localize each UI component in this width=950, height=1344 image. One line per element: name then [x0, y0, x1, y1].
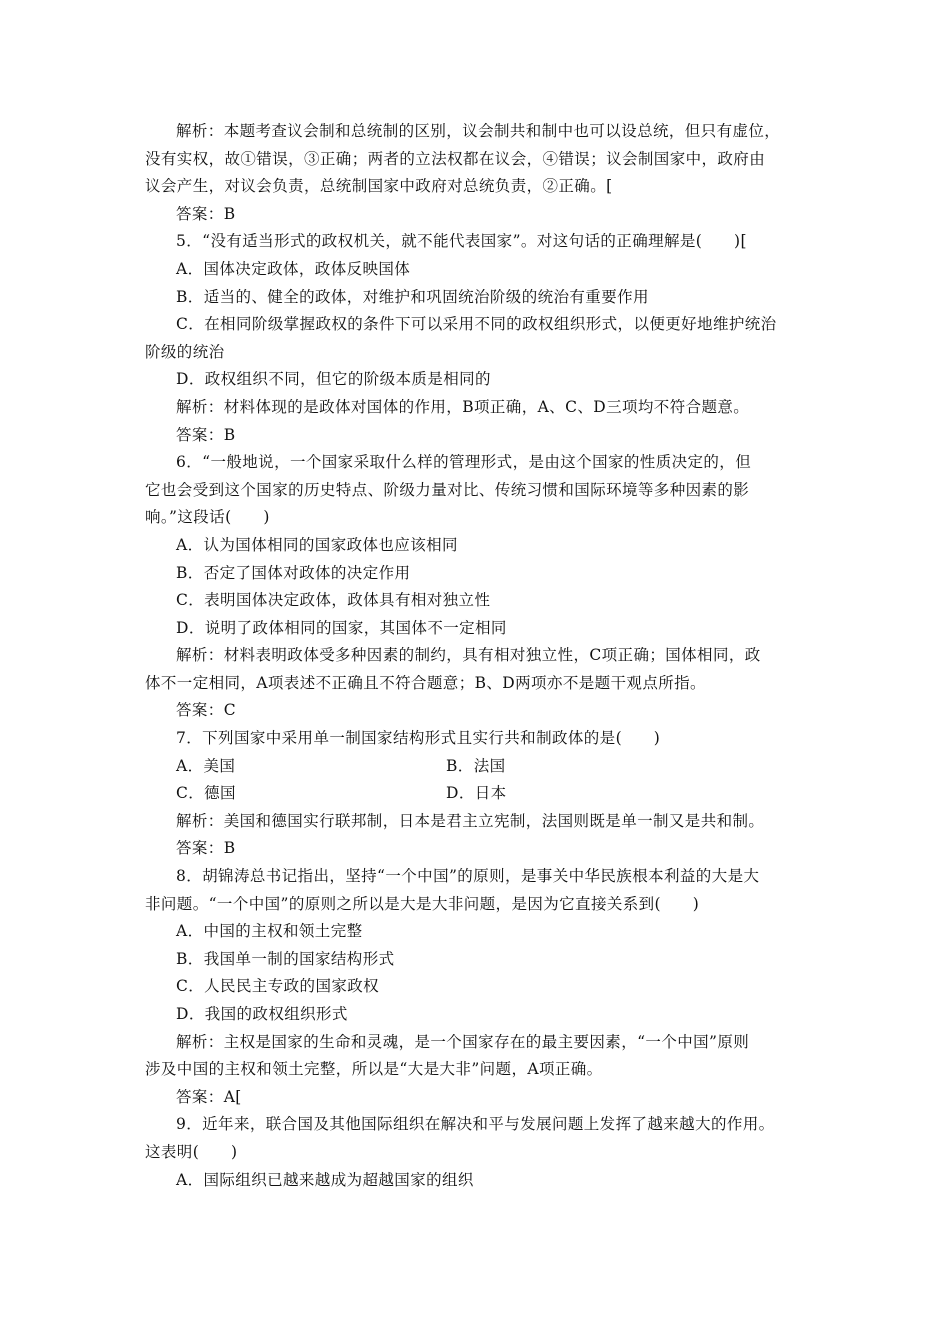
q7-option-a: A．美国 [176, 756, 236, 775]
q5-option-c-line-1: C．在相同阶级掌握政权的条件下可以采用不同的政权组织形式，以便更好地维护统治 [176, 315, 777, 334]
q8-option-a: A．中国的主权和领土完整 [176, 922, 363, 941]
q6-option-d: D．说明了政体相同的国家，其国体不一定相同 [176, 618, 507, 637]
analysis-4-line-1: 解析：本题考查议会制和总统制的区别，议会制共和制中也可以设总统，但只有虚位， [176, 122, 781, 140]
q6-option-c: C．表明国体决定政体，政体具有相对独立性 [176, 591, 491, 610]
analysis-8-line-1: 解析：主权是国家的生命和灵魂，是一个国家存在的最主要因素，“一个中国”原则 [176, 1032, 750, 1051]
q7-option-c: C．德国 [176, 784, 236, 803]
document-page [145, 118, 815, 1194]
question-8-line-1: 8．胡锦涛总书记指出，坚持“一个中国”的原则，是事关中华民族根本利益的大是大 [176, 867, 760, 886]
q9-option-a: A．国际组织已越来越成为超越国家的组织 [176, 1170, 474, 1189]
q5-option-c-line-2: 阶级的统治 [145, 342, 225, 361]
q6-option-b: B．否定了国体对政体的决定作用 [176, 563, 411, 582]
question-9-line-2: 这表明( ) [145, 1142, 238, 1161]
q7-options-row-1 [145, 753, 815, 781]
question-9-line-1: 9．近年来，联合国及其他国际组织在解决和平与发展问题上发挥了越来越大的作用。 [176, 1115, 775, 1134]
answer-5: 答案：B [176, 425, 236, 444]
answer-6: 答案：C [176, 701, 236, 720]
q8-option-c: C．人民民主专政的国家政权 [176, 977, 380, 996]
question-6-line-3: 响。”这段话( ) [145, 508, 270, 527]
q7-options-row-2 [145, 780, 815, 808]
q5-option-a: A．国体决定政体，政体反映国体 [176, 259, 411, 278]
analysis-6-line-2: 体不一定相同，A项表述不正确且不符合题意；B、D两项亦不是题干观点所指。 [145, 673, 706, 692]
answer-8: 答案：A[ [176, 1087, 242, 1106]
question-6-line-2: 它也会受到这个国家的历史特点、阶级力量对比、传统习惯和国际环境等多种因素的影 [145, 480, 750, 499]
question-8-line-2: 非问题。“一个中国”的原则之所以是大是大非问题，是因为它直接关系到( ) [145, 894, 700, 913]
answer-7: 答案：B [176, 839, 236, 858]
question-5: 5．“没有适当形式的政权机关，就不能代表国家”。对这句话的正确理解是( )[ [176, 232, 747, 251]
q6-option-a: A．认为国体相同的国家政体也应该相同 [176, 535, 458, 554]
q8-option-b: B．我国单一制的国家结构形式 [176, 949, 395, 968]
answer-4: 答案：B [176, 204, 236, 223]
analysis-5: 解析：材料体现的是政体对国体的作用，B项正确，A、C、D三项均不符合题意。 [176, 397, 750, 416]
analysis-8-line-2: 涉及中国的主权和领土完整，所以是“大是大非”问题，A项正确。 [145, 1060, 603, 1079]
analysis-6-line-1: 解析：材料表明政体受多种因素的制约，具有相对独立性，C项正确；国体相同，政 [176, 646, 761, 665]
question-7: 7．下列国家中采用单一制国家结构形式且实行共和制政体的是( ) [176, 729, 661, 748]
q5-option-b: B．适当的、健全的政体，对维护和巩固统治阶级的统治有重要作用 [176, 287, 649, 306]
q5-option-d: D．政权组织不同，但它的阶级本质是相同的 [176, 370, 491, 389]
question-6-line-1: 6．“一般地说，一个国家采取什么样的管理形式，是由这个国家的性质决定的，但 [176, 453, 752, 472]
analysis-7: 解析：美国和德国实行联邦制，日本是君主立宪制，法国则既是单一制又是共和制。 [176, 811, 765, 830]
q7-option-b: B．法国 [446, 756, 506, 775]
analysis-4-line-3: 议会产生，对议会负责，总统制国家中政府对总统负责，②正确。[ [145, 177, 613, 196]
q7-option-d: D．日本 [446, 784, 507, 803]
analysis-4-line-2: 没有实权，故①错误，③正确；两者的立法权都在议会，④错误；议会制国家中，政府由 [145, 149, 766, 168]
q8-option-d: D．我国的政权组织形式 [176, 1005, 348, 1023]
